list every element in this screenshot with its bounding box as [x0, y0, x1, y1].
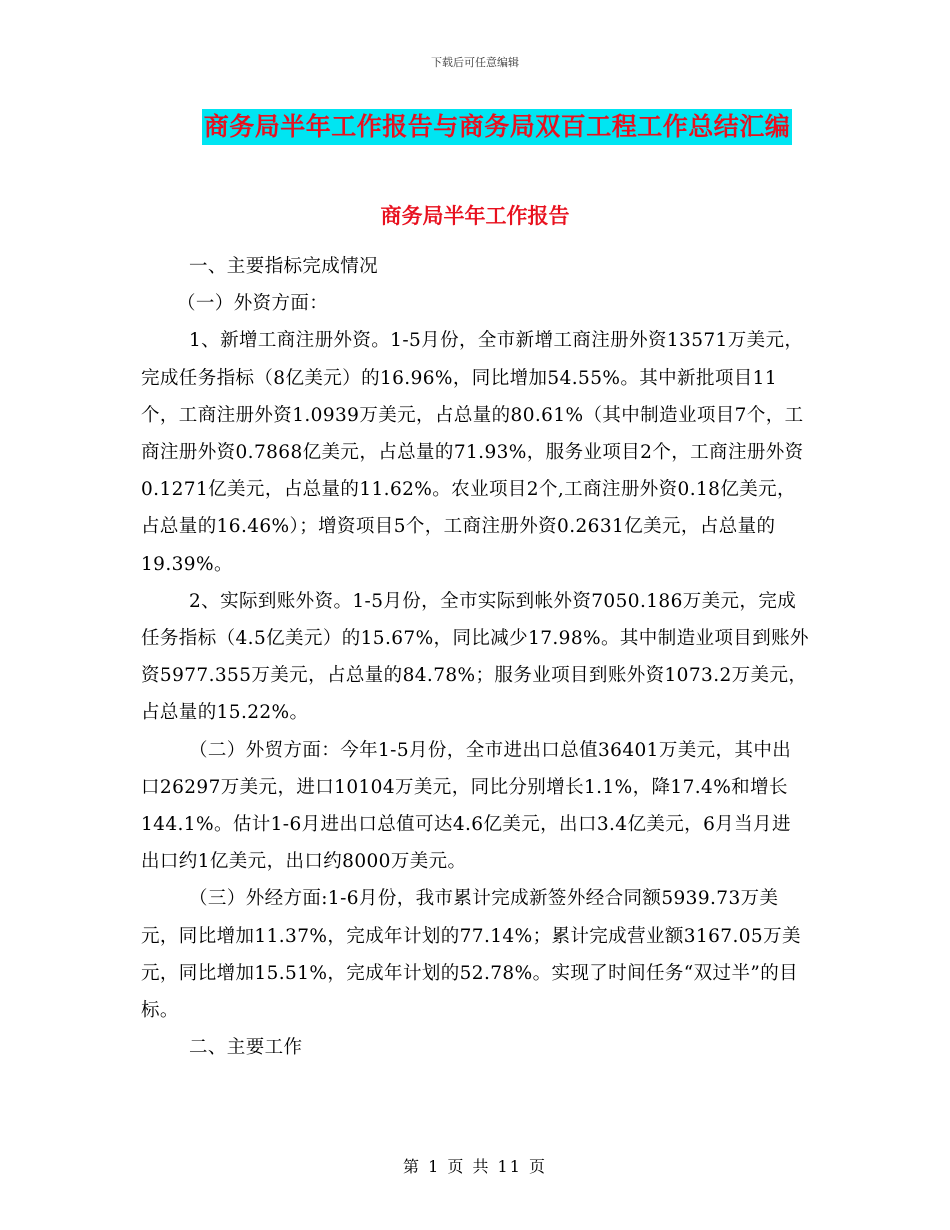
- paragraph-foreign-economic: （三）外经方面:1-6月份，我市累计完成新签外经合同额5939.73万美元，同比增加11.37%，完成年计划的77.14%；累计完成营业额3167.05万美元，同比增加15.51%，完成年计划的52.78%。实现了时间任务“双过半”的目标。: [141, 888, 801, 1022]
- paragraph-actual-capital: 2、实际到账外资。1-5月份，全市实际到帐外资7050.186万美元，完成任务指标（4.5亿美元）的15.67%，同比减少17.98%。其中制造业项目到账外资5977.355万美元，占总量的84.78%；服务业项目到账外资1073.2万美元，占总量的15.22%。: [141, 590, 809, 724]
- heading-main-work: 二、主要工作: [189, 1037, 303, 1059]
- heading-foreign-capital: （一）外资方面：: [177, 293, 329, 315]
- paragraph-new-registered-capital: 1、新增工商注册外资。1-5月份，全市新增工商注册外资13571万美元，完成任务指标（8亿美元）的16.96%，同比增加54.55%。其中新批项目11个，工商注册外资1.0939万美元，占总量的80.61%（其中制造业项目7个，工商注册外资0.7868亿美元，占总量的71.93%，服务业项目2个，工商注册外资0.1271亿美元，占总量的11.62%。农业项目2个,工商注册外资0.18亿美元，占总量的16.46%）；增资项目5个，工商注册外资0.2631亿美元，占总量的19.39%。: [141, 330, 804, 575]
- main-title-wrap: [0, 109, 950, 145]
- body-text: [141, 248, 809, 1066]
- header-note: 下载后可任意编辑: [431, 56, 519, 69]
- paragraph-foreign-trade: （二）外贸方面：今年1-5月份，全市进出口总值36401万美元，其中出口26297万美元，进口10104万美元，同比分别增长1.1%，降17.4%和增长144.1%。估计1-6月进出口总值可达4.6亿美元，出口3.4亿美元，6月当月进出口约1亿美元，出口约8000万美元。: [141, 739, 792, 873]
- heading-main-indicators: 一、主要指标完成情况: [189, 256, 379, 277]
- section-title: 商务局半年工作报告: [380, 204, 570, 228]
- main-title: 商务局半年工作报告与商务局双百工程工作总结汇编: [202, 109, 793, 145]
- page-number: 第 1 页 共 11 页: [403, 1157, 547, 1176]
